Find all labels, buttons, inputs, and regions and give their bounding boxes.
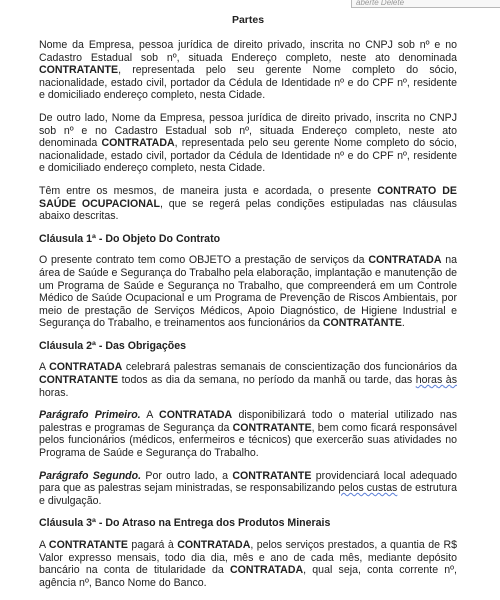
paragraph-palestras — [39, 361, 457, 399]
bold-term: CONTRATADA — [229, 564, 304, 577]
text-run: A — [140, 409, 160, 422]
text-run: horas. — [39, 386, 69, 399]
document-page — [39, 14, 457, 599]
bold-term: CONTRATO DE SAÚDE OCUPACIONAL — [39, 184, 457, 210]
text-run: Por outro lado, a — [141, 469, 233, 482]
paragraph-primeiro — [39, 409, 457, 459]
text-run: disponibilizará todo o material utilizado nas palestras e programas de Segurança da — [39, 409, 457, 434]
paragraph-segundo — [39, 470, 457, 508]
document-title: Partes — [231, 14, 265, 26]
text-run: providenciará local adequado para que as palestras sejam ministradas, se responsabilizando — [39, 469, 458, 495]
bold-term: CONTRATANTE — [232, 469, 312, 482]
text-run: , representada pelo seu gerente Nome completo do sócio, nacionalidade, estado civil, portador da Cédula de Identidade nº e do CPF nº, residente e domiciliado endereço completo, nesta Cidade. — [39, 64, 457, 102]
paragraph-intro — [39, 185, 457, 223]
paragraph-contratante — [39, 39, 457, 102]
paragraph-objeto — [39, 254, 457, 330]
text-run: celebrará palestras semanais de conscientização dos funcionários da — [122, 361, 457, 374]
bold-term: CONTRATANTE — [39, 374, 119, 387]
clause-2-heading: Cláusula 2ª - Das Obrigações — [39, 339, 186, 352]
bold-term: CONTRATANTE — [48, 539, 128, 551]
text-run: A — [39, 361, 50, 374]
bold-term: CONTRATADA — [49, 361, 123, 374]
bold-term: CONTRATADA — [368, 254, 442, 267]
paragraph-label: Parágrafo Primeiro. — [39, 409, 141, 422]
delete-link[interactable]: Delete — [380, 0, 405, 7]
text-run: todos as dia da semana, no período da manhã ou tarde, das — [118, 374, 416, 387]
paragraph-label: Parágrafo Segundo. — [39, 469, 142, 482]
bold-term: CONTRATANTE — [39, 64, 119, 77]
text-run: Têm entre os mesmos, de maneira justa e acordada, o presente — [39, 184, 378, 197]
text-run: , representada pelo seu gerente Nome completo do sócio, nacionalidade, estado civil, portador da Cédula de Identidade nº e do CPF nº, residente e domiciliado endereço completo, nesta Cidade. — [39, 137, 457, 175]
text-run: O presente contrato tem como OBJETO a prestação de serviços da — [39, 254, 369, 267]
spellcheck-flagged-text[interactable]: pelos custas — [338, 482, 398, 495]
bold-term: CONTRATADA — [159, 409, 233, 422]
bold-term: CONTRATADA — [177, 539, 251, 551]
text-run: A — [39, 539, 49, 551]
paragraph-contratada — [39, 112, 457, 175]
text-run: , pelos serviços prestados, a quantia de R$ Valor expresso mensais, todo dia dia, mês e ano de cada mês, mediante depósito bancário na conta de titularidade da — [39, 539, 457, 577]
accept-link[interactable]: aberte — [356, 0, 379, 7]
text-run: , qual seja, conta corrente nº, agência nº, Banco Nome do Banco. — [39, 564, 457, 589]
text-run: de estrutura e divulgação. — [39, 482, 457, 507]
bold-term: CONTRATANTE — [322, 317, 402, 330]
text-run: . — [401, 317, 405, 330]
spellcheck-flagged-text[interactable]: horas às — [415, 374, 457, 387]
text-run: Nome da Empresa, pessoa jurídica de direito privado, inscrita no CNPJ sob nº e no Cadastro Estadual sob nº, situada Endereço completo, neste ato denominada — [39, 39, 457, 64]
text-run: na área de Saúde e Segurança do Trabalho pela elaboração, implantação e manutenção de um Programa de Saúde e Segurança no Trabalho, que compreenderá em um Controle Médico de Saúde Ocupacional e um Programa de Prevenção de Riscos Ambientais, por meio de prestação de Serviços Médicos, Apoio Diagnóstico, de Higiene Industrial e Segurança do Trabalho, e treinamentos aos funcionários da — [39, 254, 457, 330]
clause-3-heading: Cláusula 3ª - Do Atraso na Entrega dos Produtos Minerais — [39, 517, 331, 530]
text-run: , que se regerá pelas condições estipuladas nas cláusulas abaixo descritas. — [39, 197, 457, 223]
comment-balloon — [351, 0, 500, 8]
bold-term: CONTRATADA — [101, 137, 175, 150]
text-run: , bem como ficará responsável pelos funcionários (médicos, enfermeiros e técnicos) que exercerão suas atividades no Programa de Saúde e Segurança do Trabalho. — [39, 421, 457, 460]
text-run: pagará à — [127, 539, 178, 551]
paragraph-pagamento — [39, 539, 457, 589]
clause-1-heading: Cláusula 1ª - Do Objeto Do Contrato — [39, 232, 221, 245]
text-run: De outro lado, Nome da Empresa, pessoa jurídica de direito privado, inscrita no CNPJ sob nº e no Cadastro Estadual sob nº, situada Endereço completo, neste ato denominada — [39, 111, 457, 150]
bold-term: CONTRATANTE — [232, 421, 312, 434]
